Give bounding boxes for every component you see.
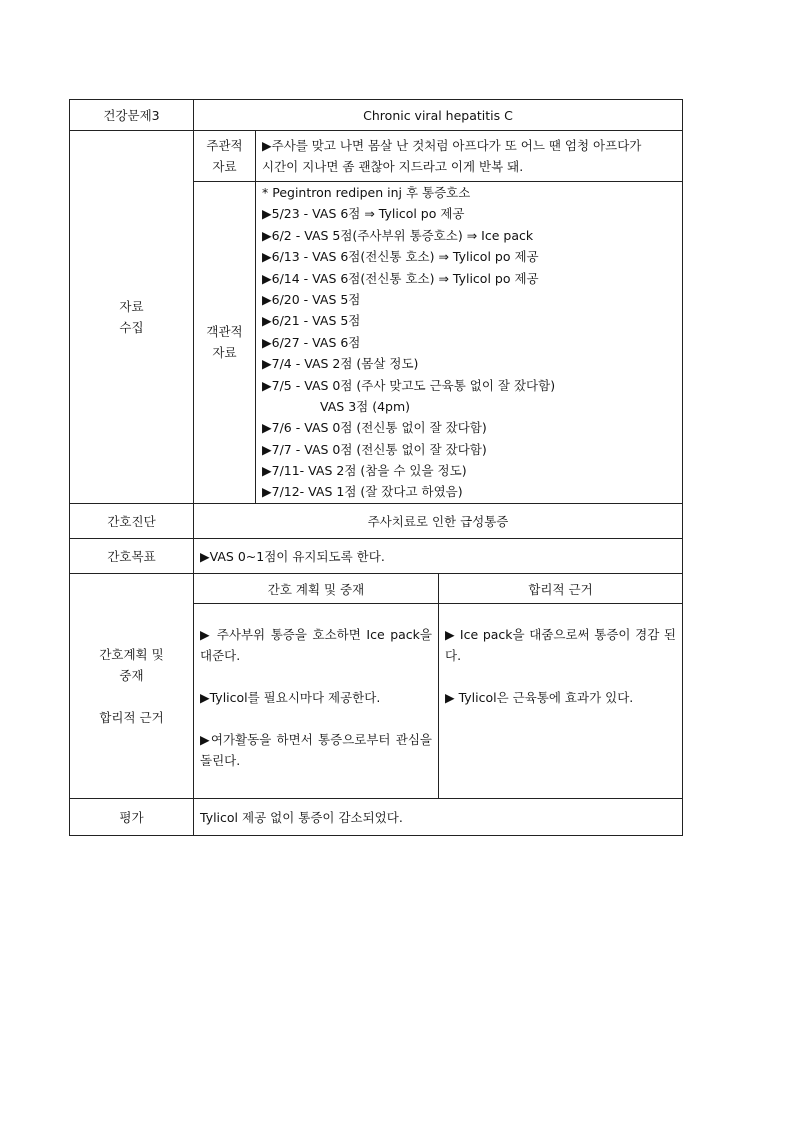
goal-value: ▶VAS 0~1점이 유지되도록 한다. — [194, 538, 683, 573]
health-problem-row — [70, 100, 683, 131]
objective-data-content — [256, 182, 683, 504]
interventions-cell — [194, 604, 439, 799]
subjective-data-row — [70, 131, 683, 182]
rationale-item: ▶ Ice pack을 대줌으로써 통증이 경감 된다. — [445, 627, 677, 664]
plan-label — [70, 573, 194, 799]
objective-line: VAS 3점 (4pm) — [320, 398, 411, 414]
evaluation-row — [70, 799, 683, 836]
diagnosis-label: 간호진단 — [70, 503, 194, 538]
subjective-label-line1: 주관적 — [206, 138, 243, 153]
subjective-data-content — [256, 131, 683, 182]
objective-label-line2: 자료 — [212, 345, 237, 361]
plan-label-line3: 합리적 근거 — [99, 710, 164, 726]
goal-label: 간호목표 — [70, 538, 194, 573]
plan-label-line1: 간호계획 및 — [99, 647, 164, 663]
objective-line: ▶7/5 - VAS 0점 (주사 맞고도 근육통 없이 잘 잤다함) — [262, 377, 556, 393]
rationale-header: 합리적 근거 — [439, 574, 683, 604]
interventions-header: 간호 계획 및 중재 — [194, 574, 439, 604]
objective-line: ▶7/4 - VAS 2점 (몸살 정도) — [262, 356, 419, 372]
objective-label-line1: 객관적 — [206, 324, 243, 340]
data-collection-label-line1: 자료 — [119, 298, 144, 314]
objective-data-label — [194, 182, 256, 504]
objective-line: * Pegintron redipen inj 후 통증호소 — [262, 185, 471, 200]
plan-inner-table — [194, 574, 682, 799]
objective-line: ▶7/12- VAS 1점 (잘 잤다고 하였음) — [262, 484, 463, 500]
objective-line: ▶6/13 - VAS 6점(전신통 호소) ⇒ Tylicol po 제공 — [262, 249, 539, 265]
objective-line: ▶6/21 - VAS 5점 — [262, 313, 361, 329]
nursing-care-plan-table — [69, 99, 683, 836]
plan-row — [70, 573, 683, 799]
intervention-item: ▶Tylicol를 필요시마다 제공한다. — [200, 690, 381, 706]
rationale-cell — [439, 604, 683, 799]
intervention-item: ▶여가활동을 하면서 통증으로부터 관심을 돌린다. — [200, 732, 432, 769]
data-collection-label — [70, 131, 194, 504]
goal-row — [70, 538, 683, 573]
objective-line: ▶7/6 - VAS 0점 (전신통 없이 잘 잤다함) — [262, 420, 487, 436]
intervention-item: ▶ 주사부위 통증을 호소하면 Ice pack을 대준다. — [200, 627, 432, 664]
objective-line: ▶6/14 - VAS 6점(전신통 호소) ⇒ Tylicol po 제공 — [262, 270, 539, 286]
plan-label-line2: 중재 — [119, 668, 144, 684]
objective-line: ▶6/20 - VAS 5점 — [262, 291, 361, 307]
evaluation-value: Tylicol 제공 없이 통증이 감소되었다. — [194, 799, 683, 836]
subjective-line: ▶주사를 맞고 나면 몸살 난 것처럼 아프다가 또 어느 땐 엄청 아프다가 — [262, 138, 642, 153]
health-problem-value: Chronic viral hepatitis C — [194, 100, 683, 131]
subjective-label-line2: 자료 — [212, 159, 237, 174]
objective-line: ▶6/27 - VAS 6점 — [262, 334, 361, 350]
objective-line: ▶5/23 - VAS 6점 ⇒ Tylicol po 제공 — [262, 206, 465, 222]
plan-content — [194, 573, 683, 799]
objective-line: ▶7/11- VAS 2점 (참을 수 있을 정도) — [262, 463, 467, 479]
subjective-line: 시간이 지나면 좀 괜찮아 지드라고 이게 반복 돼. — [262, 159, 524, 174]
evaluation-label: 평가 — [70, 799, 194, 836]
data-collection-label-line2: 수집 — [119, 319, 144, 335]
diagnosis-row — [70, 503, 683, 538]
objective-line: ▶6/2 - VAS 5점(주사부위 통증호소) ⇒ Ice pack — [262, 227, 534, 243]
diagnosis-value: 주사치료로 인한 급성통증 — [194, 503, 683, 538]
subjective-data-label — [194, 131, 256, 182]
rationale-item: ▶ Tylicol은 근육통에 효과가 있다. — [445, 690, 634, 706]
health-problem-label: 건강문제3 — [70, 100, 194, 131]
objective-line: ▶7/7 - VAS 0점 (전신통 없이 잘 잤다함) — [262, 441, 487, 457]
